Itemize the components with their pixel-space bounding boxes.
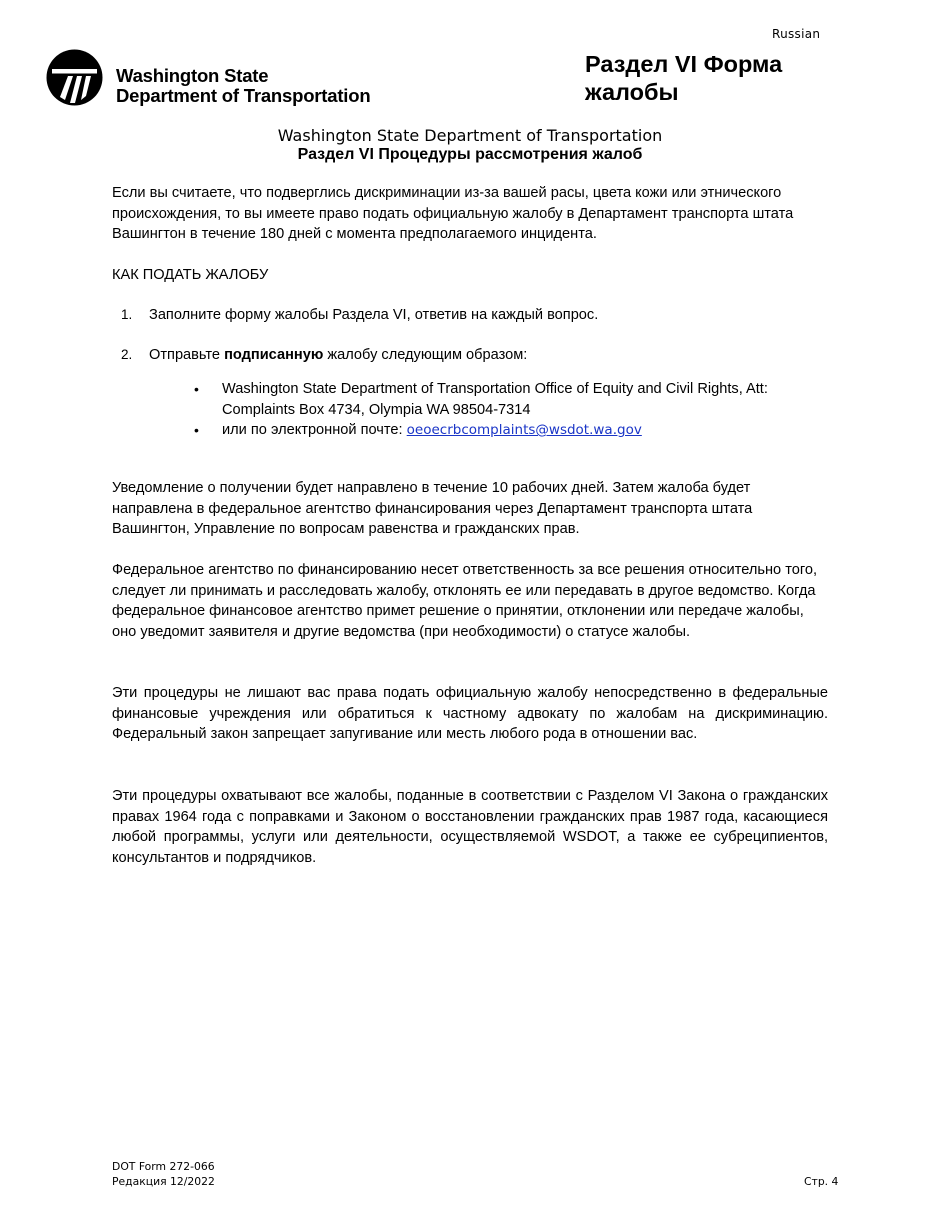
footer-page-number: Стр. 4 xyxy=(804,1175,839,1188)
scope-paragraph: Эти процедуры охватывают все жалобы, поданные в соответствии с Разделом VI Закона о гражданских правах 1964 года с поправками и Законом о восстановлении гражданских прав 1987 года, касающиеся любой программы, услуги или деятельности, осуществляемой WSDOT, а также ее субреципиентов, консультантов и подрядчиков. xyxy=(112,788,828,866)
footer-revision: Редакция 12/2022 xyxy=(112,1175,215,1188)
how-to-heading: КАК ПОДАТЬ ЖАЛОБУ xyxy=(112,267,269,283)
step-2-text xyxy=(149,345,527,366)
bullet-marker: • xyxy=(194,381,199,397)
federal-agency-paragraph: Федеральное агентство по финансированию несет ответственность за все решения относительно того, следует ли принимать и расследовать жалобу, отклонять ее или передавать в другое ведомство. Когда федеральное финансовое агентство примет решение о принятии, отклонении или передаче жалобы, оно уведомит заявителя и другие ведомства (при необходимости) о статусе жалобы. xyxy=(112,562,818,640)
step-2-number: 2. xyxy=(121,347,133,362)
logo-text-line1: Washington State xyxy=(116,65,269,86)
step-2-text-start: Отправьте xyxy=(149,347,225,363)
email-prefix: или по электронной почте: xyxy=(222,422,407,438)
email-link[interactable]: oeoecrbcomplaints@wsdot.wa.gov xyxy=(406,422,642,438)
bullet-marker: • xyxy=(194,422,199,438)
form-title: Раздел VI Форма жалобы xyxy=(585,51,783,105)
footer-form-info xyxy=(112,1159,215,1189)
wsdot-logo xyxy=(46,49,406,109)
logo-text xyxy=(116,66,370,106)
mail-address: Washington State Department of Transportation Office of Equity and Civil Rights, Att: Complaints Box 4734, Olympia WA 98504-7314 xyxy=(222,381,768,418)
step-2-text-bold: подписанную xyxy=(224,347,324,363)
organization-name: Washington State Department of Transportation xyxy=(277,126,663,145)
acknowledgement-paragraph: Уведомление о получении будет направлено в течение 10 рабочих дней. Затем жалоба будет направлена в федеральное агентство финансирования через Департамент транспорта штата Вашингтон, Управление по вопросам равенства и гражданских прав. xyxy=(112,480,753,538)
wsdot-logo-icon xyxy=(46,49,103,106)
step-1-number: 1. xyxy=(121,307,133,322)
footer-form-number: DOT Form 272-066 xyxy=(112,1160,215,1173)
step-2-text-end: жалобу следующим образом: xyxy=(323,347,528,363)
language-label: Russian xyxy=(772,27,821,41)
email-line xyxy=(222,420,642,441)
rights-paragraph: Эти процедуры не лишают вас права подать официальную жалобу непосредственно в федеральные финансовые учреждения или обратиться к частному адвокату по жалобам на дискриминацию. Федеральный закон запрещает запугивание или месть любого рода в отношении вас. xyxy=(112,685,828,743)
procedure-title: Раздел VI Процедуры рассмотрения жалоб xyxy=(297,146,643,163)
intro-paragraph: Если вы считаете, что подверглись дискриминации из-за вашей расы, цвета кожи или этнического происхождения, то вы имеете право подать официальную жалобу в Департамент транспорта штата Вашингтон в течение 180 дней с момента предполагаемого инцидента. xyxy=(112,185,794,243)
logo-text-line2: Department of Transportation xyxy=(116,85,371,106)
step-1-text: Заполните форму жалобы Раздела VI, ответив на каждый вопрос. xyxy=(149,307,599,323)
